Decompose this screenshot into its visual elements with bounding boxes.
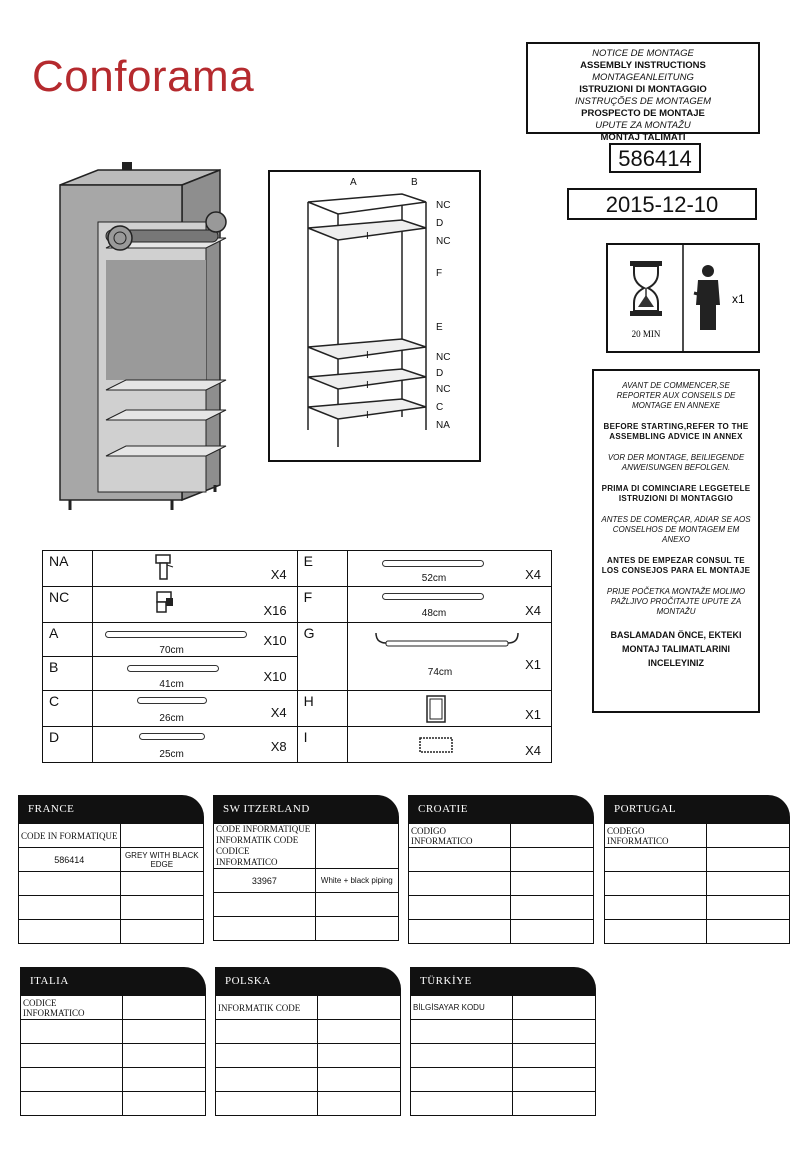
code-label-line: CODICE INFORMATICO <box>216 846 278 867</box>
code-value: 33967 <box>214 869 316 893</box>
part-label: I <box>297 727 347 763</box>
diagram-label-nc: NC <box>436 384 451 395</box>
notice-en: BEFORE STARTING,REFER TO THE ASSEMBLING ADVICE IN ANNEX <box>603 422 749 441</box>
cell <box>605 920 707 944</box>
cell <box>122 1092 205 1116</box>
part-label: H <box>297 691 347 727</box>
cell <box>510 848 593 872</box>
shelf-board-icon <box>418 736 454 754</box>
cell <box>317 1068 400 1092</box>
part-label: C <box>43 691 93 727</box>
notice-tr: BASLAMADAN ÖNCE, EKTEKI MONTAJ TALIMATLARINI INCELEYINIZ <box>610 630 742 668</box>
diagram-label-nc: NC <box>436 200 451 211</box>
part-qty: X10 <box>263 669 287 684</box>
cell <box>19 896 121 920</box>
assembly-info-icons <box>608 245 758 351</box>
country-italia <box>20 967 206 1116</box>
code-label: CODICE INFORMATICO <box>21 996 123 1020</box>
cell <box>122 1068 205 1092</box>
cell <box>510 824 593 848</box>
cell <box>317 996 400 1020</box>
nc-connector-icon <box>153 590 179 616</box>
document-date: 2015-12-10 <box>567 188 757 220</box>
diagram-label-i: I <box>366 410 369 421</box>
country-france <box>18 795 204 944</box>
cell <box>21 1044 123 1068</box>
cell <box>315 824 398 869</box>
code-label: CODIGO INFORMATICO <box>409 824 511 848</box>
cell <box>122 996 205 1020</box>
cell <box>122 1020 205 1044</box>
cell <box>510 920 593 944</box>
frame-diagram <box>270 172 479 460</box>
diagram-label-b: B <box>411 177 418 188</box>
cell <box>317 1092 400 1116</box>
cell <box>512 1092 595 1116</box>
part-length: 74cm <box>427 667 453 678</box>
part-length: 52cm <box>421 573 447 584</box>
cell <box>510 896 593 920</box>
part-qty: X4 <box>525 603 541 618</box>
part-na-cell <box>93 551 297 587</box>
part-qty: X4 <box>270 567 287 582</box>
diagram-label-a: A <box>350 177 357 188</box>
part-label: F <box>297 587 347 623</box>
notice-hr: PRIJE POČETKA MONTAŽE MOLIMO PAŽLJIVO PROČITAJTE UPUTE ZA MONTAŽU <box>606 587 746 616</box>
part-qty: X4 <box>525 567 541 582</box>
parts-table <box>42 550 552 762</box>
part-qty: X10 <box>263 633 287 648</box>
part-label: E <box>297 551 347 587</box>
rod-d-icon <box>139 733 205 740</box>
title-line: ISTRUZIONI DI MONTAGGIO <box>579 84 707 95</box>
rod-c-icon <box>137 697 207 704</box>
notice-it: PRIMA DI COMINCIARE LEGGETELE ISTRUZIONI DI MONTAGGIO <box>601 484 751 503</box>
part-qty: X1 <box>525 707 541 722</box>
wardrobe-illustration <box>50 160 250 515</box>
code-label-line: CODE INFORMATIQUE <box>216 824 311 834</box>
cell <box>409 848 511 872</box>
title-line: MONTAGEANLEITUNG <box>592 72 694 83</box>
title-line: ASSEMBLY INSTRUCTIONS <box>580 60 706 71</box>
part-length: 70cm <box>159 645 184 656</box>
rod-e-icon <box>382 560 484 567</box>
notice-de: VOR DER MONTAGE, BEILIEGENDE ANWEISUNGEN BEFOLGEN. <box>607 453 745 472</box>
title-line: MONTAJ TALIMATI <box>600 132 686 143</box>
part-qty: X4 <box>525 743 541 758</box>
title-line: NOTICE DE MONTAGE <box>592 48 694 59</box>
product-code: 586414 <box>609 143 701 173</box>
country-polska <box>215 967 401 1116</box>
country-name: CROATIE <box>408 795 594 823</box>
diagram-label-i: I <box>366 350 369 361</box>
cell <box>120 872 203 896</box>
part-qty: X1 <box>525 657 541 672</box>
part-h-cell <box>347 691 551 727</box>
code-label-line: INFORMATIK CODE <box>216 835 299 845</box>
hanging-rail-icon <box>372 629 522 651</box>
cell <box>120 920 203 944</box>
code-value: 586414 <box>19 848 121 872</box>
cell <box>120 896 203 920</box>
persons-label: x1 <box>732 292 745 306</box>
part-b-cell <box>93 657 297 691</box>
cell <box>214 893 316 917</box>
cell <box>19 872 121 896</box>
shelf-panel-icon <box>424 694 448 724</box>
part-length: 25cm <box>159 749 184 760</box>
country-name: FRANCE <box>18 795 204 823</box>
diagram-label-c: C <box>436 402 444 413</box>
frame-diagram-box <box>268 170 481 462</box>
diagram-label-d: D <box>436 218 444 229</box>
diagram-label-nc: NC <box>436 352 451 363</box>
cell <box>706 848 789 872</box>
title-line: INSTRUÇÕES DE MONTAGEM <box>575 96 711 107</box>
cell <box>409 872 511 896</box>
part-label: B <box>43 657 93 691</box>
cell <box>21 1092 123 1116</box>
part-g-cell <box>347 623 551 691</box>
cell <box>315 917 398 941</box>
title-line: UPUTE ZA MONTAŽU <box>595 120 691 131</box>
notice-es: ANTES DE EMPEZAR CONSUL TE LOS CONSEJOS PARA EL MONTAJE <box>601 556 751 575</box>
cell <box>605 896 707 920</box>
cell <box>214 917 316 941</box>
cell <box>216 1068 318 1092</box>
cell <box>706 896 789 920</box>
country-name: TÜRKİYE <box>410 967 596 995</box>
time-label: 20 MIN <box>631 329 661 339</box>
country-portugal <box>604 795 790 944</box>
part-qty: X8 <box>270 739 287 754</box>
cell <box>317 1020 400 1044</box>
title-line: PROSPECTO DE MONTAJE <box>581 108 705 119</box>
country-name: SW ITZERLAND <box>213 795 399 823</box>
part-label: G <box>297 623 347 691</box>
part-length: 26cm <box>159 713 184 724</box>
part-label: NA <box>43 551 93 587</box>
cell <box>409 920 511 944</box>
cell <box>122 1044 205 1068</box>
diagram-label-f: F <box>436 268 443 279</box>
part-label: D <box>43 727 93 763</box>
diagram-label-d: D <box>436 368 444 379</box>
cell <box>706 872 789 896</box>
code-label: BİLGİSAYAR KODU <box>411 996 513 1020</box>
country-croatie <box>408 795 594 944</box>
code-desc: GREY WITH BLACK EDGE <box>120 848 203 872</box>
part-i-cell <box>347 727 551 763</box>
part-a-cell <box>93 623 297 657</box>
assembly-info-box <box>606 243 760 353</box>
cell <box>317 1044 400 1068</box>
cell <box>706 920 789 944</box>
part-qty: X4 <box>270 705 287 720</box>
cell <box>315 893 398 917</box>
brand-logo: Conforama <box>32 52 255 101</box>
rod-f-icon <box>382 593 484 600</box>
part-length: 41cm <box>159 679 184 690</box>
part-c-cell <box>93 691 297 727</box>
part-d-cell <box>93 727 297 763</box>
part-qty: X16 <box>263 603 287 618</box>
cell <box>19 920 121 944</box>
cell <box>216 1092 318 1116</box>
country-name: POLSKA <box>215 967 401 995</box>
code-desc: White + black piping <box>315 869 398 893</box>
cell <box>411 1068 513 1092</box>
diagram-label-na: NA <box>436 420 450 431</box>
cell <box>512 1068 595 1092</box>
part-f-cell <box>347 587 551 623</box>
notice-pt: ANTES DE COMERÇAR, ADIAR SE AOS CONSELHOS DE MONTAGEM EM ANEXO <box>601 515 751 544</box>
cell <box>510 872 593 896</box>
code-label: INFORMATIK CODE <box>216 996 318 1020</box>
diagram-label-e: E <box>436 322 443 333</box>
country-name: PORTUGAL <box>604 795 790 823</box>
cell <box>21 1020 123 1044</box>
diagram-label-i: I <box>366 380 369 391</box>
cell <box>605 848 707 872</box>
country-turkiye <box>410 967 596 1116</box>
part-label: A <box>43 623 93 657</box>
country-name: ITALIA <box>20 967 206 995</box>
notice-box <box>592 369 760 713</box>
country-switzerland <box>213 795 399 941</box>
cell <box>409 896 511 920</box>
code-label <box>214 824 316 869</box>
person-icon <box>694 265 720 330</box>
cell <box>512 1044 595 1068</box>
part-e-cell <box>347 551 551 587</box>
cell <box>216 1020 318 1044</box>
cell <box>21 1068 123 1092</box>
code-label: CODE IN FORMATIQUE <box>19 824 121 848</box>
rod-b-icon <box>127 665 219 672</box>
part-nc-cell <box>93 587 297 623</box>
cell <box>216 1044 318 1068</box>
cell <box>411 1044 513 1068</box>
cell <box>411 1092 513 1116</box>
na-connector-icon <box>153 553 177 583</box>
hourglass-icon <box>630 261 662 316</box>
code-label: CODEGO INFORMATICO <box>605 824 707 848</box>
cell <box>120 824 203 848</box>
cell <box>706 824 789 848</box>
notice-fr: AVANT DE COMMENCER,SE REPORTER AUX CONSEILS DE MONTAGE EN ANNEXE <box>616 381 736 410</box>
diagram-label-nc: NC <box>436 236 451 247</box>
diagram-label-i: I <box>366 231 369 242</box>
rod-a-icon <box>105 631 247 638</box>
cell <box>512 996 595 1020</box>
part-length: 48cm <box>421 608 447 619</box>
cell <box>605 872 707 896</box>
cell <box>512 1020 595 1044</box>
part-label: NC <box>43 587 93 623</box>
title-box <box>526 42 760 143</box>
cell <box>411 1020 513 1044</box>
